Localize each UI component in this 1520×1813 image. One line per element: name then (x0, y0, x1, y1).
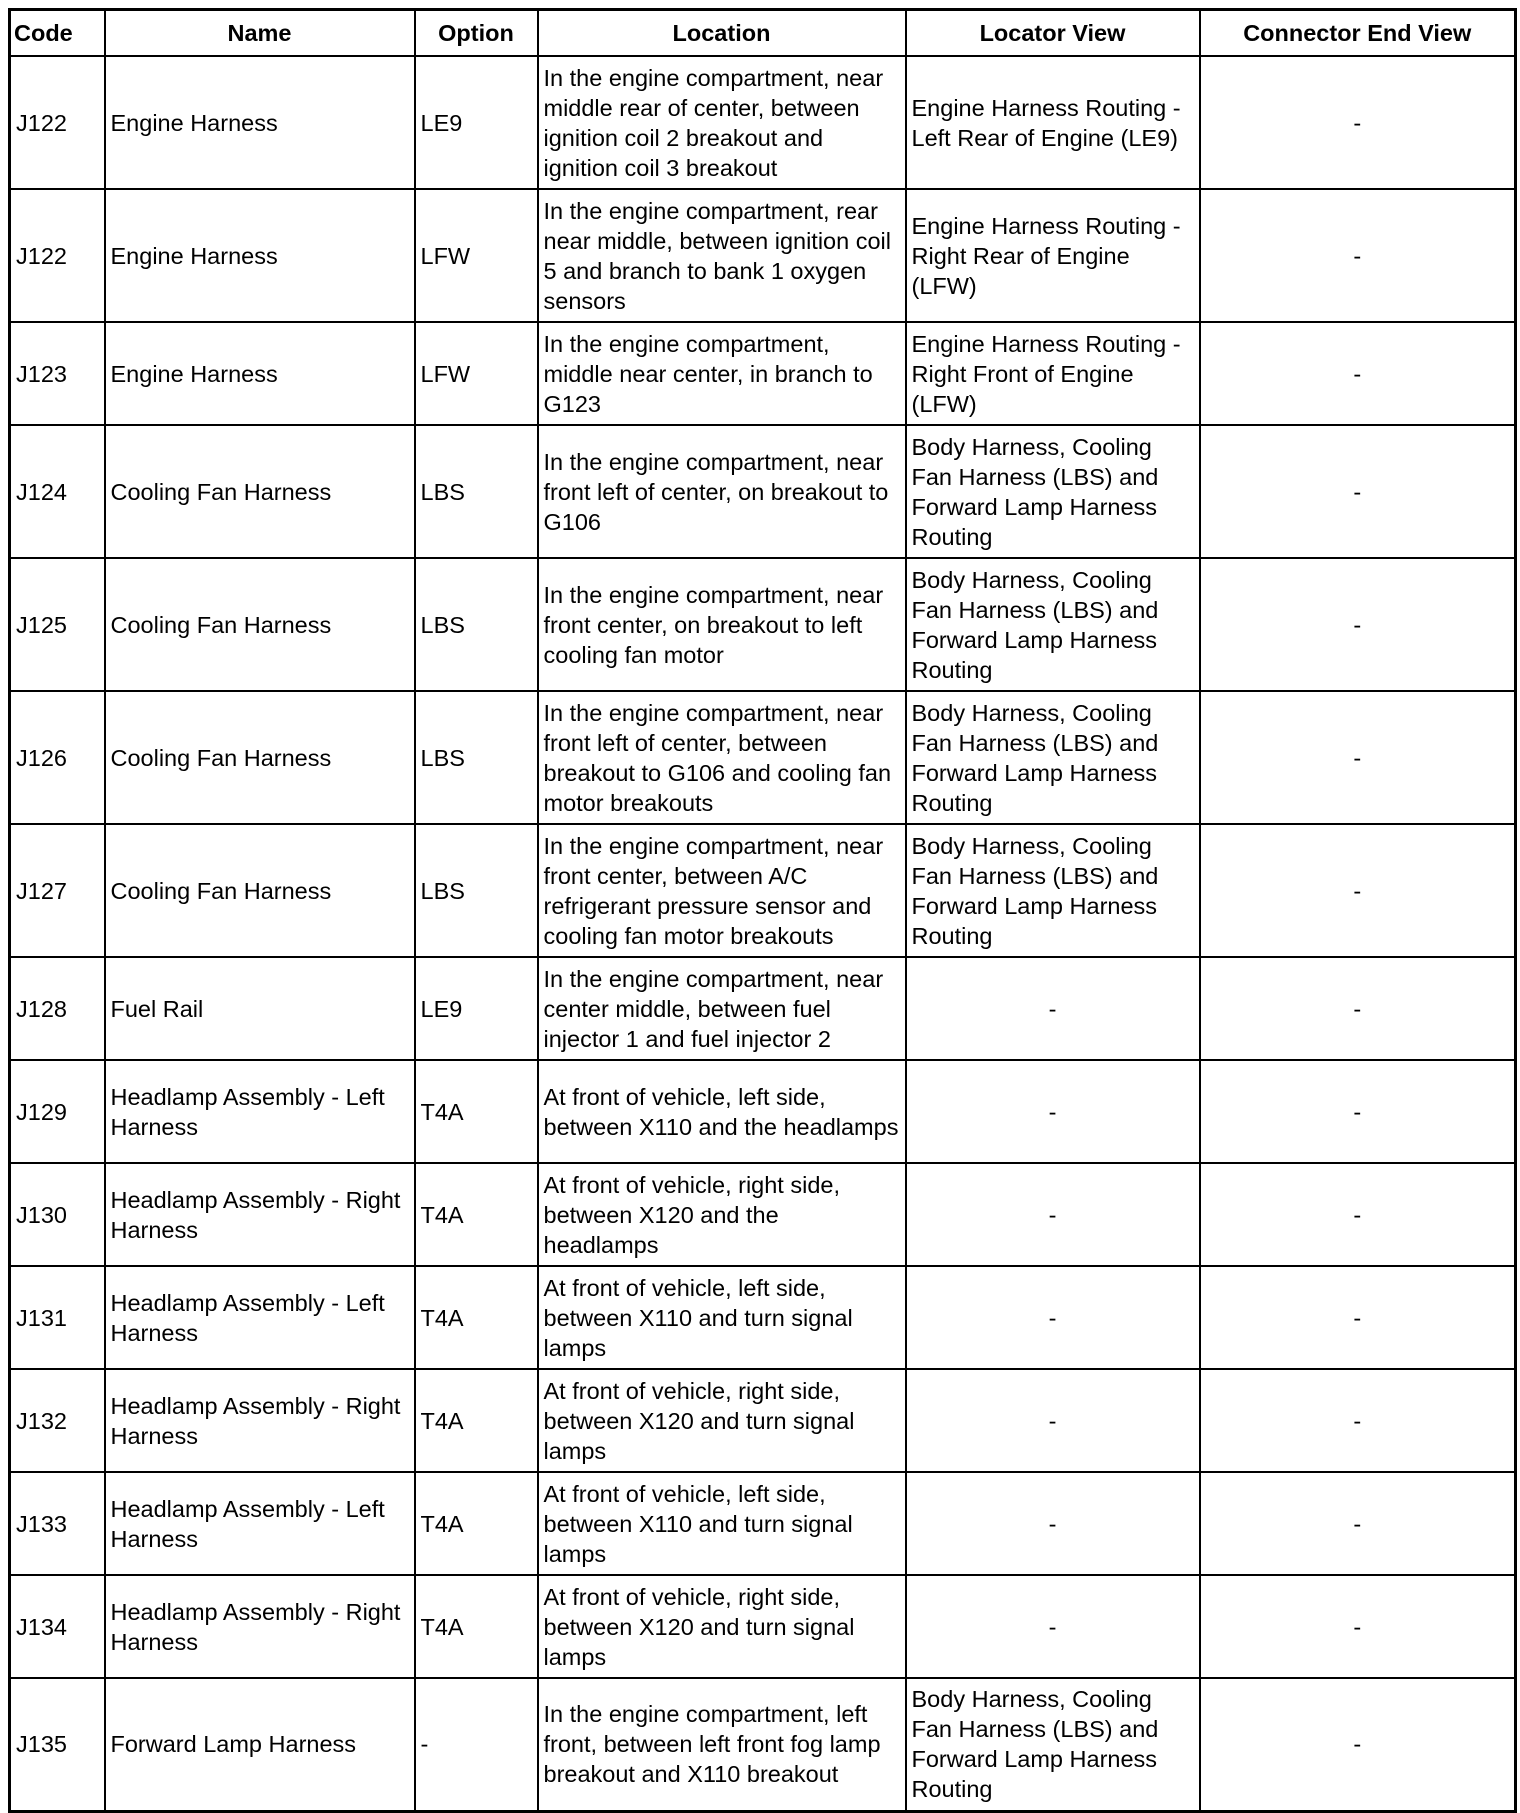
cell-name: Headlamp Assembly - Left Harness (105, 1266, 415, 1369)
cell-connector-end-view: - (1200, 1575, 1516, 1678)
cell-name: Forward Lamp Harness (105, 1678, 415, 1811)
cell-locator-view: - (906, 1472, 1200, 1575)
table-row (10, 1575, 1516, 1678)
table-row (10, 322, 1516, 425)
harness-table-container (8, 8, 1514, 1813)
harness-connector-table (8, 8, 1517, 1813)
cell-connector-end-view: - (1200, 691, 1516, 824)
table-row (10, 189, 1516, 322)
header-location: Location (538, 10, 906, 57)
cell-locator-view: Engine Harness Routing - Right Front of Engine (LFW) (906, 322, 1200, 425)
cell-locator-view: Body Harness, Cooling Fan Harness (LBS) and Forward Lamp Harness Routing (906, 558, 1200, 691)
cell-location: In the engine compartment, near middle rear of center, between ignition coil 2 breakout and ignition coil 3 breakout (538, 56, 906, 189)
header-name: Name (105, 10, 415, 57)
table-row (10, 1678, 1516, 1811)
header-option: Option (415, 10, 538, 57)
cell-connector-end-view: - (1200, 56, 1516, 189)
cell-locator-view: - (906, 1575, 1200, 1678)
table-row (10, 1163, 1516, 1266)
cell-option: T4A (415, 1060, 538, 1163)
cell-location: In the engine compartment, near front left of center, on breakout to G106 (538, 425, 906, 558)
cell-locator-view: Body Harness, Cooling Fan Harness (LBS) and Forward Lamp Harness Routing (906, 1678, 1200, 1811)
cell-name: Cooling Fan Harness (105, 558, 415, 691)
table-row (10, 824, 1516, 957)
cell-location: In the engine compartment, rear near middle, between ignition coil 5 and branch to bank 1 oxygen sensors (538, 189, 906, 322)
cell-name: Headlamp Assembly - Right Harness (105, 1575, 415, 1678)
cell-locator-view: Body Harness, Cooling Fan Harness (LBS) and Forward Lamp Harness Routing (906, 691, 1200, 824)
cell-location: In the engine compartment, middle near center, in branch to G123 (538, 322, 906, 425)
cell-code: J122 (10, 189, 105, 322)
header-locator-view: Locator View (906, 10, 1200, 57)
cell-locator-view: Engine Harness Routing - Right Rear of Engine (LFW) (906, 189, 1200, 322)
header-connector-end-view: Connector End View (1200, 10, 1516, 57)
table-row (10, 1369, 1516, 1472)
cell-option: LBS (415, 824, 538, 957)
cell-name: Headlamp Assembly - Right Harness (105, 1163, 415, 1266)
cell-code: J132 (10, 1369, 105, 1472)
cell-option: LBS (415, 425, 538, 558)
cell-option: T4A (415, 1163, 538, 1266)
cell-code: J135 (10, 1678, 105, 1811)
cell-location: In the engine compartment, near front left of center, between breakout to G106 and cooling fan motor breakouts (538, 691, 906, 824)
cell-name: Engine Harness (105, 189, 415, 322)
cell-locator-view: - (906, 1163, 1200, 1266)
table-row (10, 56, 1516, 189)
cell-locator-view: - (906, 957, 1200, 1060)
cell-locator-view: - (906, 1369, 1200, 1472)
cell-name: Engine Harness (105, 56, 415, 189)
cell-connector-end-view: - (1200, 957, 1516, 1060)
cell-code: J131 (10, 1266, 105, 1369)
cell-location: In the engine compartment, near center middle, between fuel injector 1 and fuel injector 2 (538, 957, 906, 1060)
cell-option: T4A (415, 1369, 538, 1472)
table-row (10, 1472, 1516, 1575)
cell-option: LFW (415, 322, 538, 425)
cell-code: J127 (10, 824, 105, 957)
cell-code: J128 (10, 957, 105, 1060)
cell-connector-end-view: - (1200, 322, 1516, 425)
table-row (10, 558, 1516, 691)
cell-location: In the engine compartment, near front center, between A/C refrigerant pressure sensor and cooling fan motor breakouts (538, 824, 906, 957)
cell-locator-view: Body Harness, Cooling Fan Harness (LBS) and Forward Lamp Harness Routing (906, 824, 1200, 957)
cell-option: - (415, 1678, 538, 1811)
cell-connector-end-view: - (1200, 1369, 1516, 1472)
table-row (10, 1266, 1516, 1369)
cell-name: Cooling Fan Harness (105, 691, 415, 824)
cell-location: At front of vehicle, right side, between X120 and turn signal lamps (538, 1575, 906, 1678)
cell-connector-end-view: - (1200, 1266, 1516, 1369)
cell-location: At front of vehicle, left side, between X110 and turn signal lamps (538, 1266, 906, 1369)
cell-option: T4A (415, 1575, 538, 1678)
table-row (10, 691, 1516, 824)
cell-code: J133 (10, 1472, 105, 1575)
cell-code: J130 (10, 1163, 105, 1266)
cell-name: Cooling Fan Harness (105, 425, 415, 558)
cell-location: At front of vehicle, left side, between X110 and the headlamps (538, 1060, 906, 1163)
header-code: Code (10, 10, 105, 57)
cell-connector-end-view: - (1200, 425, 1516, 558)
cell-location: At front of vehicle, left side, between X110 and turn signal lamps (538, 1472, 906, 1575)
cell-option: LE9 (415, 957, 538, 1060)
cell-locator-view: - (906, 1060, 1200, 1163)
cell-location: In the engine compartment, left front, between left front fog lamp breakout and X110 breakout (538, 1678, 906, 1811)
cell-connector-end-view: - (1200, 1060, 1516, 1163)
cell-name: Cooling Fan Harness (105, 824, 415, 957)
cell-name: Fuel Rail (105, 957, 415, 1060)
cell-option: T4A (415, 1472, 538, 1575)
table-row (10, 425, 1516, 558)
cell-connector-end-view: - (1200, 1678, 1516, 1811)
cell-option: T4A (415, 1266, 538, 1369)
cell-location: In the engine compartment, near front center, on breakout to left cooling fan motor (538, 558, 906, 691)
cell-code: J129 (10, 1060, 105, 1163)
cell-name: Headlamp Assembly - Right Harness (105, 1369, 415, 1472)
cell-locator-view: - (906, 1266, 1200, 1369)
cell-name: Headlamp Assembly - Left Harness (105, 1472, 415, 1575)
cell-locator-view: Engine Harness Routing - Left Rear of Engine (LE9) (906, 56, 1200, 189)
cell-option: LFW (415, 189, 538, 322)
cell-option: LBS (415, 691, 538, 824)
cell-location: At front of vehicle, right side, between X120 and the headlamps (538, 1163, 906, 1266)
table-row (10, 1060, 1516, 1163)
cell-code: J134 (10, 1575, 105, 1678)
cell-option: LE9 (415, 56, 538, 189)
cell-code: J122 (10, 56, 105, 189)
cell-connector-end-view: - (1200, 824, 1516, 957)
cell-code: J124 (10, 425, 105, 558)
cell-code: J126 (10, 691, 105, 824)
cell-locator-view: Body Harness, Cooling Fan Harness (LBS) and Forward Lamp Harness Routing (906, 425, 1200, 558)
header-row (10, 10, 1516, 57)
cell-connector-end-view: - (1200, 189, 1516, 322)
table-row (10, 957, 1516, 1060)
cell-name: Engine Harness (105, 322, 415, 425)
cell-connector-end-view: - (1200, 1163, 1516, 1266)
cell-name: Headlamp Assembly - Left Harness (105, 1060, 415, 1163)
cell-location: At front of vehicle, right side, between X120 and turn signal lamps (538, 1369, 906, 1472)
cell-connector-end-view: - (1200, 1472, 1516, 1575)
cell-code: J125 (10, 558, 105, 691)
cell-option: LBS (415, 558, 538, 691)
cell-connector-end-view: - (1200, 558, 1516, 691)
cell-code: J123 (10, 322, 105, 425)
